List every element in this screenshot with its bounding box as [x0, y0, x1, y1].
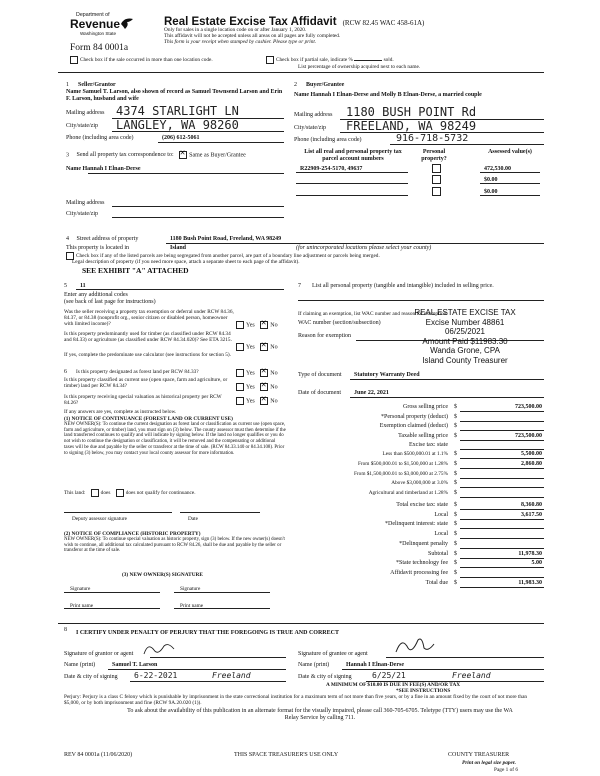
tier-label: Agricultural and timberland at 1.28%	[368, 490, 448, 497]
total-row	[298, 512, 544, 520]
doc-date-label: Date of document	[298, 390, 341, 396]
sec6-q1-yes-label: Yes	[246, 370, 255, 377]
sec5-q2-no-label: No	[270, 344, 278, 351]
grantor-city-value[interactable]: Freeland	[212, 671, 251, 680]
land-does-label: does	[100, 490, 111, 497]
total-row	[298, 531, 544, 539]
grantee-city-value[interactable]: Freeland	[452, 671, 491, 680]
total-value[interactable]: 11,978.30	[518, 550, 542, 557]
reason-label: Reason for exemption	[298, 333, 351, 339]
sec6-q1-no[interactable]	[260, 369, 268, 377]
footer-county-treasurer: COUNTY TREASURER	[448, 752, 510, 758]
total-currency: $	[454, 550, 457, 557]
total-value[interactable]: 8,360.80	[521, 502, 542, 508]
parcel-value-3[interactable]: $0.00	[484, 189, 498, 195]
alt-format-text: To ask about the availability of this publication in an alternate format for the visually impaired, please call 360-705-6705. Teletype (TTY) users may use the WA Relay Service by calling 711.	[127, 708, 513, 721]
tier-value[interactable]: 2,860.80	[521, 460, 542, 467]
calc-label: Gross selling price	[403, 404, 448, 410]
street-section-number: 4	[66, 236, 69, 242]
tier-currency: $	[454, 451, 457, 457]
sec6-q2-yes-label: Yes	[246, 384, 255, 391]
grantor-sig-label: Signature of grantor or agent	[64, 651, 134, 657]
calc-value[interactable]: 723,500.00	[515, 404, 542, 410]
total-label: Local	[434, 511, 448, 518]
parcel-number-3[interactable]	[296, 195, 408, 196]
owner-print-label-1: Print name	[70, 603, 94, 609]
buyer-heading: Buyer/Grantee	[306, 82, 345, 88]
total-label: Total due	[425, 579, 448, 586]
stamp-line-4: Amount Paid $11983.30	[422, 336, 508, 346]
grantee-sig-label: Signature of grantee or agent	[298, 651, 368, 657]
calc-row	[298, 442, 544, 450]
check-multi-label: Check box if the sale occurred in more than one location code.	[80, 57, 213, 64]
parcel-head-personal: Personal property?	[421, 149, 447, 162]
parcel-personal-checkbox-1[interactable]	[432, 164, 441, 173]
sec7-label: List all personal property (tangible and intangible) included in selling price.	[312, 283, 494, 289]
tier-row	[298, 461, 544, 469]
sec5-q1-no[interactable]	[260, 321, 268, 329]
seller-city-label: City/state/zip	[66, 123, 98, 129]
sec5-q2: Is this property predominantly used for timber (as classified under RCW 84.34 and 84.33) or agriculture (as classified under RCW 84.34.020)? See ETA 3215.	[64, 331, 232, 344]
total-row	[298, 560, 544, 568]
total-currency: $	[454, 560, 457, 567]
seller-heading: Seller/Grantor	[78, 82, 116, 88]
partial-sale-pct-field[interactable]	[354, 60, 382, 61]
sec6-q1: Is this property designated as forest land per RCW 84.33?	[76, 369, 199, 375]
calc-currency: $	[454, 413, 457, 420]
deputy-signature-field[interactable]	[64, 512, 172, 513]
treasurer-stamp	[386, 308, 544, 365]
buyer-city-label: City/state/zip	[294, 125, 326, 131]
legal-desc-label: Legal description of property (if you need more space, attach a separate sheet to each page of the affidavit).	[72, 259, 300, 265]
total-currency: $	[454, 531, 457, 538]
wa-logo-icon	[120, 16, 134, 30]
calc-row	[298, 404, 544, 412]
total-currency: $	[454, 521, 457, 528]
taxcorr-city-label: City/state/zip	[66, 211, 98, 217]
footer-rev: REV 84 0001a (11/06/2020)	[64, 752, 133, 758]
instruction-3: This form is your receipt when stamped by cashier. Please type or print.	[164, 39, 317, 45]
notice1-body: NEW OWNER(S): To continue the current designation as forest land or classification as current use (open space, farm and agriculture, or timber) land, you must sign on (3) below. The county assessor must then determine if the land transferred continues to qualify and will indicate by signing below. If the land no longer qualifies or you do not wish to continue the designation or classification, it will be removed and the compensating or additional taxes will be due and payable by the seller or transferor at the time of sale. (RCW 84.33.140 or 84.34.108). Prior to signing (3) below, you may contact your local county assessor for more information.	[64, 422, 286, 456]
this-land-label: This land:	[64, 490, 86, 497]
parcel-value-2[interactable]: $0.00	[484, 177, 498, 183]
check-partial-label: Check box if partial sale, indicate %	[276, 57, 353, 64]
located-value[interactable]: Island	[170, 245, 187, 251]
calc-row	[298, 433, 544, 441]
minimum-note: A MINIMUM OF $10.00 IS DUE IN FEE(S) AND/OR TAX	[326, 682, 461, 688]
dept-label: Department of	[76, 12, 110, 18]
notice2-body: NEW OWNER(S): To continue special valuation as historic property, sign (3) below. If the new owner(s) doesn't wish to continue, all additional tax calculated pursuant to RCW 84.26, shall be due and payable by the seller or transferor at the time of sale.	[64, 537, 285, 554]
total-label: Subtotal	[427, 550, 448, 557]
tier-row	[298, 451, 544, 459]
grantee-date-label: Date & city of signing	[298, 674, 352, 680]
certify-text: I CERTIFY UNDER PENALTY OF PERJURY THAT THE FOREGOING IS TRUE AND CORRECT	[76, 630, 339, 636]
stamp-line-6: Island County Treasurer	[422, 355, 508, 365]
total-currency: $	[454, 540, 457, 547]
calc-currency: $	[454, 423, 457, 429]
buyer-mailing-field[interactable]: 1180 BUSH POINT Rd	[346, 105, 477, 119]
sec7-number: 7	[298, 283, 301, 289]
exhibit-text: SEE EXHIBIT "A" ATTACHED	[82, 266, 189, 275]
dept-state: Washington State	[80, 31, 117, 36]
located-label: This property is located in	[66, 245, 129, 251]
taxcorr-section-number: 3	[66, 152, 69, 159]
additional-code-field[interactable]: 11	[80, 283, 86, 289]
doc-type-label: Type of document	[298, 372, 342, 378]
parcel-value-1[interactable]: 472,530.00	[484, 166, 511, 172]
grantee-date-value[interactable]: 6/25/21	[372, 671, 406, 680]
calc-label: Taxable selling price	[398, 432, 448, 439]
street-value[interactable]: 1180 Bush Point Road, Freeland, WA 98249	[170, 236, 282, 242]
revenue-logo	[70, 12, 136, 38]
calc-label: *Personal property (deduct)	[381, 413, 448, 420]
multi-location-checkbox[interactable]	[70, 56, 78, 64]
sec6-q2-yes[interactable]	[236, 383, 244, 391]
tier-currency: $	[454, 470, 457, 477]
sec5-q1-no-label: No	[270, 322, 278, 329]
grantor-name-value[interactable]: Samuel T. Larson	[112, 662, 158, 668]
grantor-name-label: Name (print)	[64, 662, 96, 668]
parcel-number-1[interactable]: R22909-254-5170, 49637	[300, 166, 363, 172]
grantee-signature-stroke	[392, 634, 438, 656]
tier-currency: $	[454, 460, 457, 467]
street-label: Street address of property	[76, 236, 139, 242]
sec5-q1: Was the seller receiving a property tax exemption or deferral under RCW 84.36, 84.37, or 84.38 (nonprofit org., senior citizen or disabled person, homeowner with limited income)?	[64, 309, 234, 328]
sec8-number: 8	[64, 627, 67, 633]
stamp-line-2: Excise Number 48861	[425, 317, 505, 327]
owner-sig-label-2: Signature	[180, 586, 201, 592]
parcel-personal-checkbox-2[interactable]	[432, 175, 441, 184]
stamp-line-3: 06/25/2021	[444, 327, 486, 336]
calc-label: Excise tax: state	[409, 442, 448, 448]
claim-label: If claiming an exemption, list WAC number and reason for exemption.	[298, 311, 448, 317]
tier-value[interactable]: 5,500.00	[521, 451, 542, 457]
calc-currency: $	[454, 404, 457, 410]
instruction-1: Only for sales in a single location code on or after January 1, 2020.	[164, 27, 307, 33]
footer-page: Page 1 of 6	[494, 767, 518, 773]
segregated-label: Check box if any of the listed parcels are being segregated from another parcel, are part of a boundary line adjustment or parcels being merged.	[76, 253, 380, 260]
total-currency: $	[454, 511, 457, 518]
total-value[interactable]: 3,617.50	[521, 511, 542, 518]
doc-type-value[interactable]: Statutory Warranty Deed	[354, 372, 420, 378]
calc-row	[298, 414, 544, 422]
total-label: *Delinquent interest: state	[385, 521, 448, 528]
doc-date-value[interactable]: June 22, 2021	[354, 390, 389, 396]
dept-name: Revenue	[70, 17, 121, 31]
tier-row	[298, 480, 544, 488]
owner-sig-label-1: Signature	[70, 586, 91, 592]
grantee-name-value[interactable]: Hannah I Elnan-Derse	[346, 662, 405, 668]
owner-print-label-2: Print name	[180, 603, 204, 609]
grantor-signature-stroke	[140, 640, 180, 658]
stamp-line-5: Wanda Grone, CPA	[430, 346, 500, 355]
sec5-q2-no[interactable]	[260, 343, 268, 351]
land-does-not-checkbox[interactable]	[116, 489, 124, 497]
buyer-phone-field[interactable]: 916-718-5732	[396, 133, 469, 144]
total-row	[298, 541, 544, 549]
same-as-buyer-label: Same as Buyer/Grantee	[189, 152, 246, 159]
calc-label: Exemption claimed (deduct)	[379, 423, 448, 429]
calc-row	[298, 423, 544, 431]
total-label: Local	[434, 531, 448, 538]
taxcorr-mailing-field[interactable]	[112, 206, 284, 207]
calc-value[interactable]: 723,500.00	[515, 432, 542, 439]
personal-property-field[interactable]	[298, 300, 544, 301]
sec5-number: 5	[64, 283, 67, 289]
grantor-date-label: Date & city of signing	[64, 674, 118, 680]
buyer-phone-label: Phone (including area code)	[294, 137, 362, 143]
land-does-not-label: does not qualify for continuance.	[125, 490, 196, 497]
taxcorr-name: Name Hannah I Elnan-Derse	[66, 166, 141, 172]
seller-mailing-field[interactable]: 4374 STARLIGHT LN	[116, 104, 239, 118]
sec6-q3-yes[interactable]	[236, 397, 244, 405]
sec5-q1-yes[interactable]	[236, 321, 244, 329]
sec6-q1-no-label: No	[270, 370, 278, 377]
sec6-q2: Is this property classified as current use (open space, farm and agriculture, or timber) land per RCW 84.34?	[64, 377, 228, 390]
land-does-checkbox[interactable]	[91, 489, 99, 497]
calc-currency: $	[454, 432, 457, 439]
taxcorr-label: Send all property tax correspondence to:	[76, 152, 174, 159]
see-instructions: *SEE INSTRUCTIONS	[396, 688, 451, 694]
buyer-section-number: 2	[294, 82, 297, 88]
notice1-title: (1) NOTICE OF CONTINUANCE (FOREST LAND OR CURRENT USE)	[64, 416, 233, 422]
form-title: Real Estate Excise Tax Affidavit	[164, 16, 337, 28]
tier-label: Less than $500,000.01 at 1.1%	[382, 451, 448, 457]
total-currency: $	[454, 569, 457, 576]
seller-mailing-label: Mailing address	[66, 110, 105, 116]
total-currency: $	[454, 502, 457, 508]
grantee-name-label: Name (print)	[298, 662, 330, 668]
parcel-personal-checkbox-3[interactable]	[432, 187, 441, 196]
seller-name: Name Samuel T. Larson, also shown of record as Samuel Townsend Larson and Erin F. Larson, husband and wife	[66, 89, 283, 102]
sec6-q2-no[interactable]	[260, 383, 268, 391]
total-label: *Delinquent penalty	[399, 540, 448, 547]
deputy-date-field[interactable]	[180, 512, 260, 513]
new-owner-sig-label: (3) NEW OWNER(S) SIGNATURE	[122, 572, 203, 578]
seller-city-field[interactable]: LANGLEY, WA 98260	[116, 118, 239, 132]
total-row	[298, 580, 544, 588]
total-row	[298, 551, 544, 559]
footer-print-legal: Print on legal size paper.	[462, 760, 517, 766]
deputy-date-label: Date	[188, 516, 198, 522]
tier-row	[298, 490, 544, 498]
unincorporated-note: (for unincorporated locations please select your county)	[296, 245, 432, 251]
total-row	[298, 502, 544, 510]
tier-label: From $1,500,000.01 to $3,000,000 at 2.75%	[353, 470, 448, 477]
form-title-ref: (RCW 82.45 WAC 458-61A)	[342, 19, 425, 27]
list-pct-label: List percentage of ownership acquired next to each name.	[298, 64, 421, 70]
tier-row	[298, 471, 544, 479]
total-label: Affidavit processing fee	[390, 569, 448, 576]
buyer-city-field[interactable]: FREELAND, WA 98249	[346, 119, 477, 133]
sold-label: sold.	[383, 57, 394, 64]
grantor-date-value[interactable]: 6-22-2021	[134, 671, 178, 680]
tier-currency: $	[454, 490, 457, 497]
seller-section-number: 1	[66, 82, 69, 88]
total-label: *State technology fee	[396, 560, 448, 567]
sec6-q3-no[interactable]	[260, 397, 268, 405]
wac-label: WAC number (section/subsection)	[298, 320, 381, 326]
sec6-q3-yes-label: Yes	[246, 398, 255, 405]
total-label: Total excise tax: state	[396, 502, 448, 508]
seller-phone-field[interactable]: (206) 612-5061	[162, 135, 200, 141]
total-value[interactable]: 5.00	[531, 560, 542, 567]
stamp-line-1: REAL ESTATE EXCISE TAX	[414, 308, 516, 317]
parcel-head-assessed: Assessed value(s)	[488, 149, 532, 155]
enter-codes-label: Enter any additional codes	[64, 292, 128, 298]
instruction-2: This affidavit will not be accepted unless all areas on all pages are fully completed.	[164, 33, 341, 39]
same-as-buyer-checkbox[interactable]	[179, 151, 187, 159]
seller-phone-label: Phone (including area code)	[66, 135, 134, 141]
total-row	[298, 521, 544, 529]
taxcorr-city-field[interactable]	[112, 217, 284, 218]
sec6-q2-no-label: No	[270, 384, 278, 391]
tier-label: From $500,000.01 to $1,500,000 at 1.28%	[357, 460, 448, 467]
total-value[interactable]: 11,983.30	[518, 579, 542, 586]
grantee-signature-field[interactable]	[386, 657, 544, 658]
sec5-q1-yes-label: Yes	[246, 322, 255, 329]
notice2-title: (2) NOTICE OF COMPLIANCE (HISTORIC PROPERTY)	[64, 531, 201, 537]
deputy-sig-label: Deputy assessor signature	[72, 516, 128, 522]
perjury-text: Perjury: Perjury is a class C felony which is punishable by imprisonment in the state correctional institution for a maximum term of not more than five years, or by a fine in an amount fixed by the court of not more than $5,000, or by both imprisonment and fine (RCW 9A.20.020 (1)).	[64, 694, 528, 707]
form-number: Form 84 0001a	[70, 43, 129, 53]
total-currency: $	[454, 579, 457, 586]
partial-sale-checkbox[interactable]	[266, 56, 274, 64]
parcel-number-2[interactable]	[296, 183, 408, 184]
sec6-number: 6	[64, 369, 67, 375]
taxcorr-mailing-label: Mailing address	[66, 200, 105, 206]
sec5-q2-yes[interactable]	[236, 343, 244, 351]
tier-label: Above $3,000,000 at 3.0%	[391, 480, 448, 487]
sec6-q1-yes[interactable]	[236, 369, 244, 377]
sec5-note: If yes, complete the predominate use calculator (see instructions for section 5).	[64, 352, 231, 358]
sec6-instr: If any answers are yes, complete as instructed below.	[64, 409, 177, 415]
sec6-q3: Is this property receiving special valuation as historical property per RCW 84.26?	[64, 394, 222, 407]
buyer-name: Name Hannah I Elnan-Derse and Molly B Elnan-Derse, a married couple	[294, 92, 482, 98]
see-back-label: (see back of last page for instructions)	[64, 299, 156, 305]
sec6-q3-no-label: No	[270, 398, 278, 405]
buyer-mailing-label: Mailing address	[294, 112, 333, 118]
total-row	[298, 570, 544, 578]
parcel-head-list: List all real and personal property tax parcel account numbers	[304, 149, 402, 162]
tier-currency: $	[454, 480, 457, 487]
sec5-q2-yes-label: Yes	[246, 344, 255, 351]
footer-treasurer-only: THIS SPACE TREASURER'S USE ONLY	[234, 752, 339, 758]
